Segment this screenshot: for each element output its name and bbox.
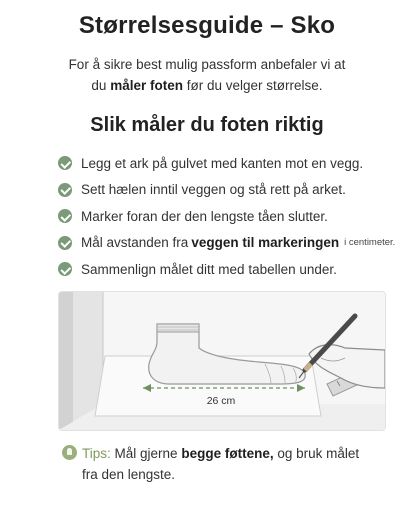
intro-text xyxy=(30,54,384,96)
measurement-label: 26 cm xyxy=(206,395,236,407)
step-text: Sett hælen inntil veggen og stå rett på arket. xyxy=(81,182,346,198)
tip-bold: begge føttene, xyxy=(181,446,274,461)
step-item xyxy=(58,230,408,257)
step-text-bold: veggen til markeringen xyxy=(191,235,340,251)
check-circle-icon xyxy=(58,183,72,197)
section-heading: Slik måler du foten riktig xyxy=(90,114,324,136)
check-circle-icon xyxy=(58,236,72,250)
tip-label: Tips: xyxy=(82,446,111,461)
intro-line-1: For å sikre best mulig passform anbefaler vi at xyxy=(68,57,346,72)
step-text: Legg et ark på gulvet med kanten mot en vegg. xyxy=(81,155,364,171)
check-circle-icon xyxy=(58,156,72,170)
intro-line-2 xyxy=(30,75,384,96)
intro-line-2-bold: måler foten xyxy=(110,78,183,93)
check-circle-icon xyxy=(58,262,72,276)
step-item xyxy=(58,150,408,177)
steps-list xyxy=(58,150,408,283)
tip-post: og bruk målet xyxy=(277,446,360,461)
step-item xyxy=(58,177,408,204)
tip-box xyxy=(62,443,392,485)
check-circle-icon xyxy=(58,209,72,223)
tip-text xyxy=(82,443,392,485)
step-text: Sammenlign målet ditt med tabellen under. xyxy=(81,261,337,277)
step-item xyxy=(58,256,408,283)
step-text: Marker foran der den lengste tåen slutter. xyxy=(81,208,328,224)
tip-pre: Mål gjerne xyxy=(114,446,178,461)
tip-line-2: fra den lengste. xyxy=(82,467,176,482)
lightbulb-icon xyxy=(62,445,77,460)
step-item xyxy=(58,203,408,230)
foot-measurement-illustration xyxy=(58,291,386,431)
step-text-small: i centimeter. xyxy=(344,237,396,249)
page-title: Størrelsesguide – Sko xyxy=(78,12,336,39)
intro-line-2-post: før du velger størrelse. xyxy=(186,78,323,93)
step-text-pre: Mål avstanden fra xyxy=(81,235,189,251)
intro-line-2-pre: du xyxy=(91,78,107,93)
